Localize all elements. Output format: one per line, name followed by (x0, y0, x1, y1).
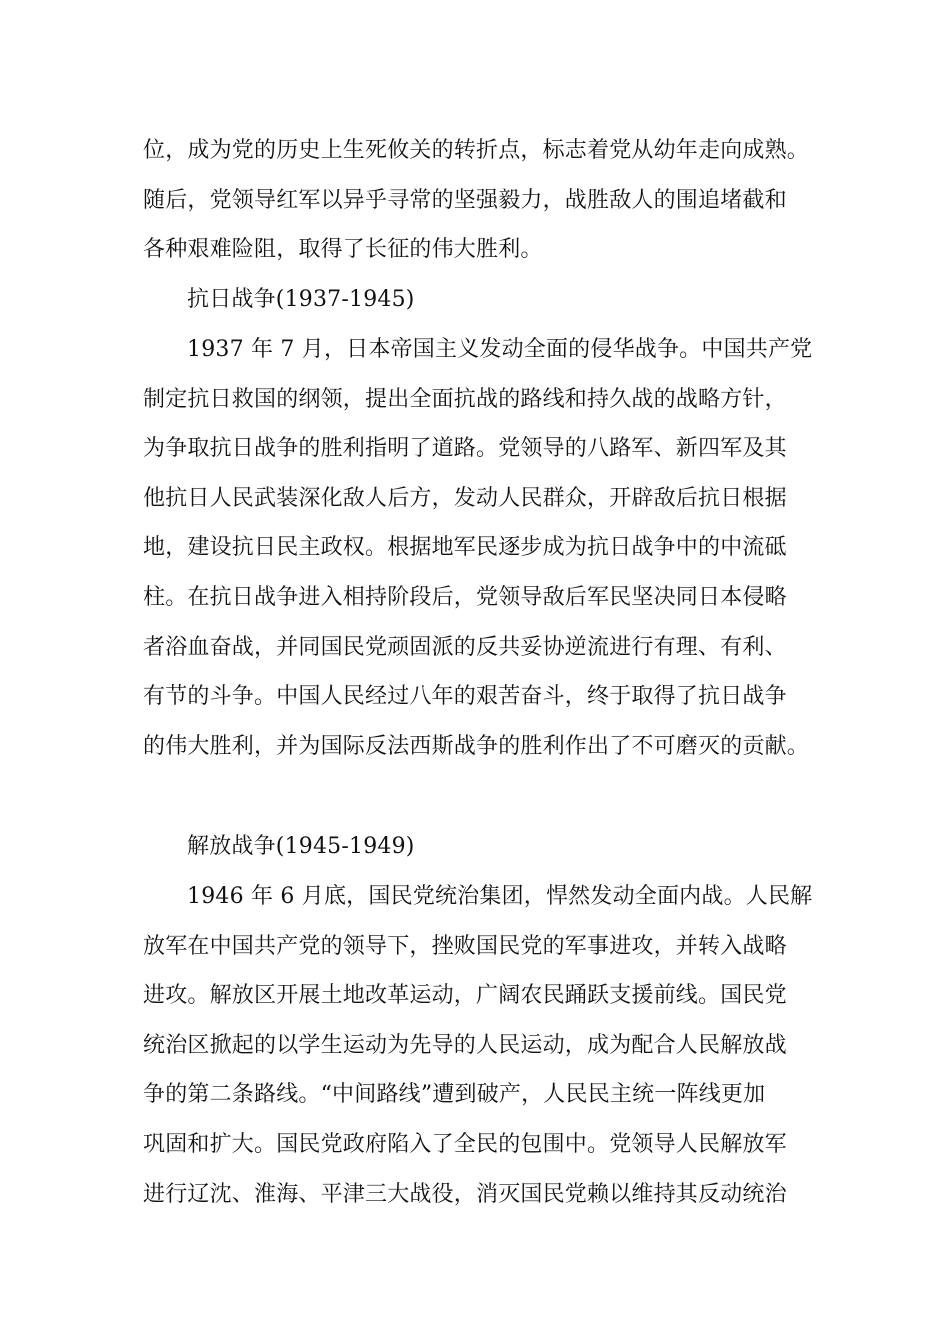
paragraph-line: 的伟大胜利，并为国际反法西斯战争的胜利作出了不可磨灭的贡献。 (143, 733, 810, 759)
section-heading-anti-japanese-war (143, 275, 843, 325)
paragraph-line: 随后，党领导红军以异乎寻常的坚强毅力，战胜敌人的围追堵截和 (143, 187, 787, 213)
paragraph-line: 1946 年 6 月底，国民党统治集团，悍然发动全面内战。人民解 (187, 884, 813, 909)
paragraph-line: 地，建设抗日民主政权。根据地军民逐步成为抗日战争中的中流砥 (143, 535, 787, 561)
paragraph-liberation-war (143, 872, 843, 1219)
paragraph-line: 放军在中国共产党的领导下，挫败国民党的军事进攻，并转入战略 (143, 933, 787, 959)
paragraph-line: 统治区掀起的以学生运动为先导的人民运动，成为配合人民解放战 (143, 1032, 787, 1058)
section-heading-liberation-war (143, 822, 843, 872)
section-heading-text: 抗日战争(1937-1945) (187, 287, 415, 312)
paragraph-line: 制定抗日救国的纲领，提出全面抗战的路线和持久战的战略方针， (143, 386, 787, 412)
paragraph-line: 为争取抗日战争的胜利指明了道路。党领导的八路军、新四军及其 (143, 436, 787, 462)
paragraph-line: 者浴血奋战，并同国民党顽固派的反共妥协逆流进行有理、有利、 (143, 634, 787, 660)
paragraph-long-march-end (143, 126, 843, 275)
paragraph-line: 进行辽沈、淮海、平津三大战役，消灭国民党赖以维持其反动统治 (143, 1181, 787, 1207)
paragraph-line: 进攻。解放区开展土地改革运动，广阔农民踊跃支援前线。国民党 (143, 983, 787, 1009)
paragraph-line: 1937 年 7 月，日本帝国主义发动全面的侵华战争。中国共产党 (187, 337, 813, 362)
paragraph-line: 柱。在抗日战争进入相持阶段后，党领导敌后军民坚决同日本侵略 (143, 584, 787, 610)
paragraph-anti-japanese-war (143, 325, 843, 771)
paragraph-line: 有节的斗争。中国人民经过八年的艰苦奋斗，终于取得了抗日战争 (143, 684, 787, 710)
section-heading-text: 解放战争(1945-1949) (187, 834, 415, 859)
paragraph-line: 他抗日人民武装深化敌人后方，发动人民群众，开辟敌后抗日根据 (143, 485, 787, 511)
paragraph-line: 争的第二条路线。“中间路线”遭到破产，人民民主统一阵线更加 (143, 1082, 766, 1108)
paragraph-line: 位，成为党的历史上生死攸关的转折点，标志着党从幼年走向成熟。 (143, 138, 810, 163)
paragraph-line: 各种艰难险阻，取得了长征的伟大胜利。 (143, 237, 543, 263)
paragraph-line: 巩固和扩大。国民党政府陷入了全民的包围中。党领导人民解放军 (143, 1131, 787, 1157)
